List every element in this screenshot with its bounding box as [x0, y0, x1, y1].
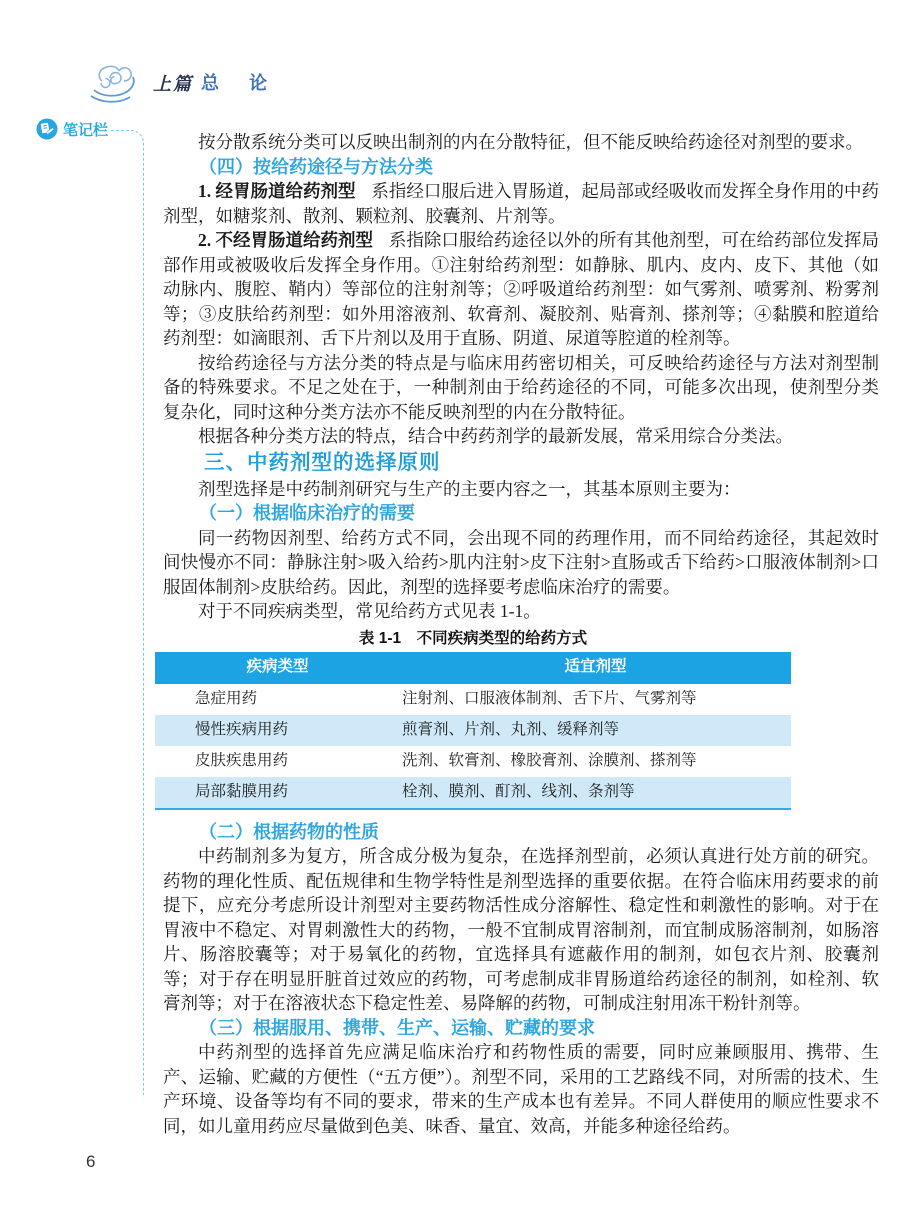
- subheading-route-classification: （四）按给药途径与方法分类: [199, 156, 433, 177]
- table-cell-disease: 急症用药: [195, 689, 258, 707]
- table-row: [155, 777, 791, 809]
- paragraph-comprehensive-method: 根据各种分类方法的特点，结合中药药剂学的最新发展，常采用综合分类法。: [198, 426, 793, 446]
- table-cell-forms: 注射剂、口服液体制剂、舌下片、气雾剂等: [402, 689, 697, 707]
- page-number: 6: [86, 1152, 96, 1171]
- table-header-suitable-form: 适宜剂型: [400, 652, 791, 684]
- table-caption: 表 1-1 不同疾病类型的给药方式: [358, 629, 588, 647]
- table-cell-forms: 栓剂、膜剂、酊剂、线剂、条剂等: [402, 782, 635, 800]
- paragraph-gi-route-text: 系指经口服后进入胃肠道，起局部或经吸收而发挥全身作用的中药剂型，如糖浆剂、散剂、颗粒剂、胶囊剂、片剂等。: [163, 181, 879, 226]
- notes-column-rule: [111, 130, 144, 1095]
- table-cell-forms: 煎膏剂、片剂、丸剂、缓释剂等: [402, 720, 620, 738]
- subheading-five-conveniences: （三）根据服用、携带、生产、运输、贮藏的要求: [199, 1017, 595, 1038]
- paragraph-selection-intro: 剂型选择是中药制剂研究与生产的主要内容之一，其基本原则主要为：: [198, 478, 741, 499]
- table-row: [155, 684, 791, 715]
- heading-dosage-form-selection: 三、中药剂型的选择原则: [204, 451, 441, 474]
- paragraph-route-pros-cons: 按给药途径与方法分类的特点是与临床用药密切相关，可反映给药途径与方法对剂型制备的特殊要求。不足之处在于，一种制剂由于给药途径的不同，可能多次出现，使剂型分类复杂化，同时这种分类方法亦不能反映剂型的内在分散特征。: [163, 352, 879, 422]
- disease-dosage-table: [155, 652, 791, 810]
- notes-column-label: [36, 118, 108, 140]
- subheading-drug-properties: （二）根据药物的性质: [199, 821, 379, 842]
- cloud-motif-icon: [88, 54, 138, 104]
- section-title: 总 论: [201, 73, 273, 93]
- paragraph-drug-properties: 中药制剂多为复方，所含成分极为复杂，在选择剂型前，必须认真进行处方前的研究。药物的理化性质、配伍规律和生物学特性是剂型选择的重要依据。在符合临床用药要求的前提下，应充分考虑所设计剂型对主要药物活性成分溶解性、稳定性和刺激性的影响。对于在胃液中不稳定、对胃刺激性大的药物，一般不宜制成胃溶制剂，而宜制成肠溶制剂，如肠溶片、肠溶胶囊等；对于易氧化的药物，宜选择具有遮蔽作用的制剂，如包衣片剂、胶囊剂等；对于存在明显肝脏首过效应的药物，可考虑制成非胃肠道给药途径的制剂，如栓剂、软膏剂等；对于在溶液状态下稳定性差、易降解的药物，可制成注射用冻干粉针剂等。: [163, 846, 879, 1013]
- table-cell-forms: 洗剂、软膏剂、橡胶膏剂、涂膜剂、搽剂等: [402, 751, 697, 769]
- paragraph-gi-route: [163, 179, 879, 228]
- paragraph-non-gi-route-lead: 2. 不经胃肠道给药剂型: [198, 230, 374, 250]
- table-cell-disease: 局部黏膜用药: [195, 782, 289, 800]
- table-1-1-block: [155, 630, 791, 810]
- main-text-block: [163, 130, 879, 1138]
- table-header-disease-type: 疾病类型: [155, 652, 400, 684]
- table-row: [155, 746, 791, 777]
- paragraph-five-conveniences: 中药剂型的选择首先应满足临床治疗和药物性质的需要，同时应兼顾服用、携带、生产、运输、贮藏的方便性（“五方便”）。剂型不同，采用的工艺路线不同，对所需的技术、生产环境、设备等均有不同的要求，带来的生产成本也有差异。不同人群使用的顺应性要求不同，如儿童用药应尽量做到色美、味香、量宜、效高，并能多种途径给药。: [163, 1042, 879, 1136]
- paragraph-gi-route-lead: 1. 经胃肠道给药剂型: [198, 181, 356, 201]
- paragraph-table-reference: 对于不同疾病类型，常见给药方式见表 1-1。: [198, 601, 541, 621]
- table-header-row: [155, 652, 791, 684]
- notes-label-text: 笔记栏: [63, 121, 109, 139]
- notebook-pen-icon: [36, 118, 58, 140]
- paragraph-dispersion-summary: 按分散系统分类可以反映出制剂的内在分散特征，但不能反映给药途径对剂型的要求。: [198, 132, 863, 152]
- table-cell-disease: 皮肤疾患用药: [195, 751, 289, 769]
- subheading-clinical-need: （一）根据临床治疗的需要: [199, 503, 415, 523]
- paragraph-clinical-need: 同一药物因剂型、给药方式不同，会出现不同的药理作用，而不同给药途径，其起效时间快慢亦不同：静脉注射>吸入给药>肌内注射>皮下注射>直肠或舌下给药>口服液体制剂>口服固体制剂>皮肤给药。因此，剂型的选择要考虑临床治疗的需要。: [163, 527, 879, 597]
- paragraph-non-gi-route-text: 系指除口服给药途径以外的所有其他剂型，可在给药部位发挥局部作用或被吸收后发挥全身作用。①注射给药剂型：如静脉、肌内、皮内、皮下、其他（如动脉内、腹腔、鞘内）等部位的注射剂等；②呼吸道给药剂型：如气雾剂、喷雾剂、粉雾剂等；③皮肤给药剂型：如外用溶液剂、软膏剂、凝胶剂、贴膏剂、搽剂等；④黏膜和腔道给药剂型：如滴眼剂、舌下片剂以及用于直肠、阴道、尿道等腔道的栓剂等。: [163, 230, 880, 348]
- table-row: [155, 715, 791, 746]
- paragraph-non-gi-route: [163, 228, 879, 351]
- part-label: 上篇: [153, 74, 193, 94]
- table-cell-disease: 慢性疾病用药: [195, 720, 289, 738]
